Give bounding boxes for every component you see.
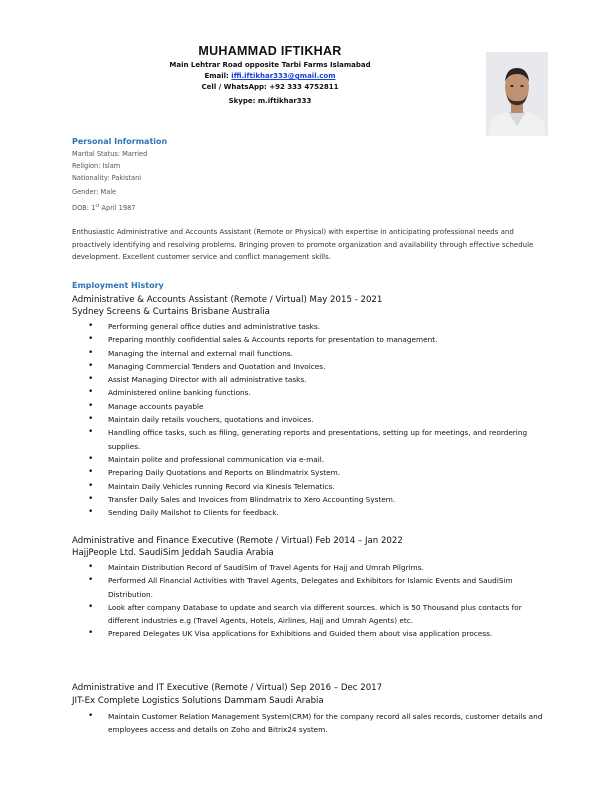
job-duties-list: [88, 561, 548, 641]
list-item: • Preparing monthly confidential sales & Accounts reports for presentation to management.: [88, 333, 548, 346]
list-item: • Prepared Delegates UK Visa applications for Exhibitions and Guided them about visa application process.: [88, 627, 548, 640]
gender: Gender: Male: [72, 188, 117, 196]
email-label: Email:: [204, 72, 229, 80]
job-title: Administrative & Accounts Assistant (Remote / Virtual) May 2015 - 2021: [72, 295, 383, 305]
nationality: Nationality: Pakistani: [72, 174, 142, 182]
religion: Religion: Islam: [72, 162, 121, 170]
list-item: • Transfer Daily Sales and Invoices from Blindmatrix to Xero Accounting System.: [88, 493, 548, 506]
cell-phone: Cell / WhatsApp: +92 333 4752811: [201, 83, 339, 91]
profile-photo: [486, 52, 548, 136]
list-item: • Manage accounts payable: [88, 400, 548, 413]
job-title: Administrative and Finance Executive (Remote / Virtual) Feb 2014 – Jan 2022: [72, 536, 403, 546]
job-company: JIT-Ex Complete Logistics Solutions Dammam Saudi Arabia: [72, 696, 324, 706]
list-item: • Sending Daily Mailshot to Clients for feedback.: [88, 506, 548, 519]
dob-sup: st: [95, 204, 100, 209]
job-duties-list: [88, 320, 548, 519]
job-title: Administrative and IT Executive (Remote / Virtual) Sep 2016 – Dec 2017: [72, 683, 383, 693]
candidate-name: MUHAMMAD IFTIKHAR: [198, 44, 342, 58]
dob-prefix: DOB: 1: [72, 204, 96, 213]
job-duties-list: [88, 710, 548, 737]
list-item: • Look after company Database to update and search via different sources. which is 50 Thousand plus contacts for different industries e.g (Travel Agents, Hotels, Airlines, Hajj and Umrah Agents) etc.: [88, 601, 548, 628]
list-item: • Performed All Financial Activities with Travel Agents, Delegates and Exhibitors for Islamic Events and SaudiSim Distribution.: [88, 574, 548, 601]
job-company: HajjPeople Ltd. SaudiSim Jeddah Saudia Arabia: [72, 548, 274, 558]
email-link[interactable]: iffi.iftikhar333@gmail.com: [231, 72, 336, 80]
date-of-birth: [72, 201, 135, 214]
list-item: • Assist Managing Director with all administrative tasks.: [88, 373, 548, 386]
list-item: • Managing the internal and external mail functions.: [88, 347, 548, 360]
list-item: • Administered online banking functions.: [88, 386, 548, 399]
list-item: • Maintain polite and professional communication via e-mail.: [88, 453, 548, 466]
list-item: • Maintain Customer Relation Management System(CRM) for the company record all sales records, customer details and employees access and details on Zoho and Bitrix24 system.: [88, 710, 548, 737]
job-company: Sydney Screens & Curtains Brisbane Australia: [72, 307, 270, 317]
dob-suffix: April 1987: [99, 204, 136, 213]
professional-summary: Enthusiastic Administrative and Accounts Assistant (Remote or Physical) with expertise in anticipating professional needs and proactively identifying and resolving problems. Bringing proven to promote organization and availability through effective schedule development. Excellent customer service and conflict management skills.: [72, 228, 534, 261]
list-item: • Performing general office duties and administrative tasks.: [88, 320, 548, 333]
list-item: • Managing Commercial Tenders and Quotation and Invoices.: [88, 360, 548, 373]
list-item: • Preparing Daily Quotations and Reports on Blindmatrix System.: [88, 466, 548, 479]
list-item: • Maintain daily retails vouchers, quotations and invoices.: [88, 413, 548, 426]
marital-status: Marital Status: Married: [72, 150, 148, 158]
employment-heading: Employment History: [72, 281, 164, 290]
list-item: • Maintain Distribution Record of SaudiSim of Travel Agents for Hajj and Umrah Pilgrims.: [88, 561, 548, 574]
address: Main Lehtrar Road opposite Tarbi Farms Islamabad: [169, 61, 371, 69]
list-item: • Handling office tasks, such as filing, generating reports and presentations, setting up for meetings, and reordering supplies.: [88, 426, 548, 453]
email-line: [150, 71, 390, 82]
personal-info-heading: Personal Information: [72, 137, 168, 146]
skype-id: Skype: m.iftikhar333: [228, 97, 312, 105]
list-item: • Maintain Daily Vehicles running Record via Kinesis Telematics.: [88, 480, 548, 493]
